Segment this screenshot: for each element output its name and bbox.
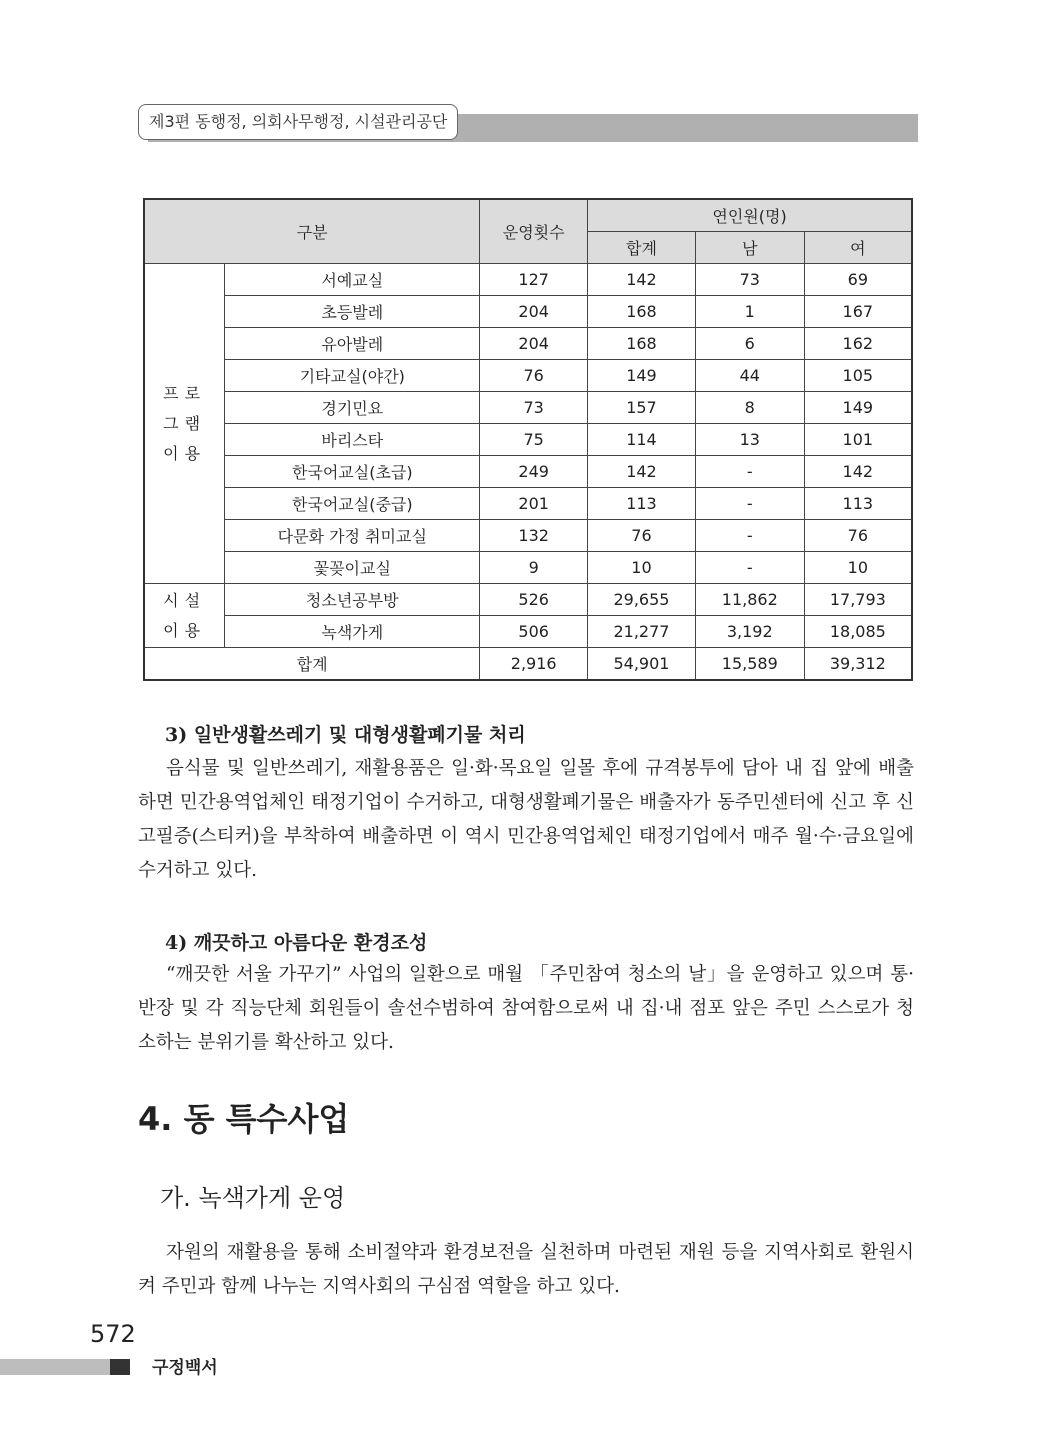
row-total: 142 [588,456,696,488]
row-male: 73 [695,264,804,296]
footer-marker [110,1359,130,1375]
table-row [144,360,912,392]
row-total: 76 [588,520,696,552]
row-female: 69 [804,264,912,296]
footer-bar [0,1359,110,1375]
row-male: 44 [695,360,804,392]
header-female: 여 [804,232,912,264]
paragraph-text: 음식물 및 일반쓰레기, 재활용품은 일·화·목요일 일몰 후에 규격봉투에 담아 내 집 앞에 배출하면 민간용역업체인 태정기업이 수거하고, 대형생활폐기물은 배출자가 동주민센터에 신고 후 신고필증(스티커)을 부착하여 배출하면 이 역시 민간용역업체인 태정기업에서 매주 월·수·금요일에 수거하고 있다. [138,758,914,881]
table-total-row [144,648,912,681]
group-label: 이용 [163,443,207,463]
row-count: 9 [480,552,588,584]
row-name: 기타교실(야간) [225,360,480,392]
group-program [144,264,225,584]
table-row [144,584,912,616]
table-row [144,296,912,328]
group-facility [144,584,225,648]
row-female: 76 [804,520,912,552]
row-female: 17,793 [804,584,912,616]
row-count: 506 [480,616,588,648]
row-name: 꽃꽂이교실 [225,552,480,584]
row-count: 76 [480,360,588,392]
header-total: 합계 [588,232,696,264]
paragraph-environment [138,958,914,1060]
table-row [144,392,912,424]
row-male: - [695,520,804,552]
row-male: - [695,552,804,584]
row-name: 유아발레 [225,328,480,360]
row-male: 13 [695,424,804,456]
header-count: 운영횟수 [480,199,588,264]
row-female: 167 [804,296,912,328]
section-heading-waste: 3) 일반생활쓰레기 및 대형생활폐기물 처리 [165,724,526,746]
row-female: 149 [804,392,912,424]
row-total: 10 [588,552,696,584]
section-heading-environment: 4) 깨끗하고 아름다운 환경조성 [165,932,428,954]
table-row [144,264,912,296]
row-female: 105 [804,360,912,392]
row-count: 127 [480,264,588,296]
row-male: 1 [695,296,804,328]
group-label: 그램 [163,413,207,433]
total-total: 54,901 [588,648,696,681]
table-row [144,328,912,360]
paragraph-waste [138,752,914,888]
table-row [144,616,912,648]
row-male: 6 [695,328,804,360]
row-name: 녹색가게 [225,616,480,648]
subsection-heading: 가. 녹색가게 운영 [160,1184,346,1212]
row-total: 168 [588,296,696,328]
row-female: 18,085 [804,616,912,648]
row-female: 142 [804,456,912,488]
table-row [144,520,912,552]
row-male: 3,192 [695,616,804,648]
paragraph-text: “깨끗한 서울 가꾸기” 사업의 일환으로 매월 「주민참여 청소의 날」을 운영하고 있으며 통·반장 및 각 직능단체 회원들이 솔선수범하여 참여함으로써 내 집·내 점포 앞은 주민 스스로가 청소하는 분위기를 확산하고 있다. [138,964,914,1053]
row-name: 경기민요 [225,392,480,424]
row-count: 132 [480,520,588,552]
chapter-heading: 4. 동 특수사업 [138,1100,350,1138]
program-usage-table [143,198,913,681]
row-male: 8 [695,392,804,424]
page-number: 572 [90,1320,136,1348]
group-label: 시설 [163,590,207,610]
row-female: 162 [804,328,912,360]
row-count: 526 [480,584,588,616]
book-title: 구정백서 [152,1358,218,1378]
row-count: 204 [480,328,588,360]
row-total: 114 [588,424,696,456]
group-label: 이용 [163,620,207,640]
total-male: 15,589 [695,648,804,681]
header-people: 연인원(명) [588,199,912,232]
row-male: - [695,456,804,488]
row-total: 157 [588,392,696,424]
row-female: 113 [804,488,912,520]
row-total: 21,277 [588,616,696,648]
row-name: 서예교실 [225,264,480,296]
paragraph-text: 자원의 재활용을 통해 소비절약과 환경보전을 실천하며 마련된 재원 등을 지역사회로 환원시켜 주민과 함께 나누는 지역사회의 구심점 역할을 하고 있다. [138,1242,914,1297]
total-female: 39,312 [804,648,912,681]
header-category: 구분 [144,199,480,264]
row-count: 201 [480,488,588,520]
row-total: 29,655 [588,584,696,616]
row-total: 168 [588,328,696,360]
row-count: 249 [480,456,588,488]
row-name: 청소년공부방 [225,584,480,616]
row-total: 149 [588,360,696,392]
table-row [144,488,912,520]
table-row [144,552,912,584]
row-male: - [695,488,804,520]
row-total: 113 [588,488,696,520]
row-male: 11,862 [695,584,804,616]
paragraph-green-store [138,1236,914,1304]
row-female: 10 [804,552,912,584]
table-row [144,456,912,488]
chapter-header: 제3편 동행정, 의회사무행정, 시설관리공단 [138,104,458,140]
total-count: 2,916 [480,648,588,681]
row-name: 바리스타 [225,424,480,456]
row-total: 142 [588,264,696,296]
row-count: 204 [480,296,588,328]
table-row [144,424,912,456]
row-name: 다문화 가정 취미교실 [225,520,480,552]
row-name: 한국어교실(중급) [225,488,480,520]
row-female: 101 [804,424,912,456]
group-label: 프로 [163,383,207,403]
header-male: 남 [695,232,804,264]
row-name: 초등발레 [225,296,480,328]
row-count: 75 [480,424,588,456]
total-label: 합계 [144,648,480,681]
row-count: 73 [480,392,588,424]
row-name: 한국어교실(초급) [225,456,480,488]
